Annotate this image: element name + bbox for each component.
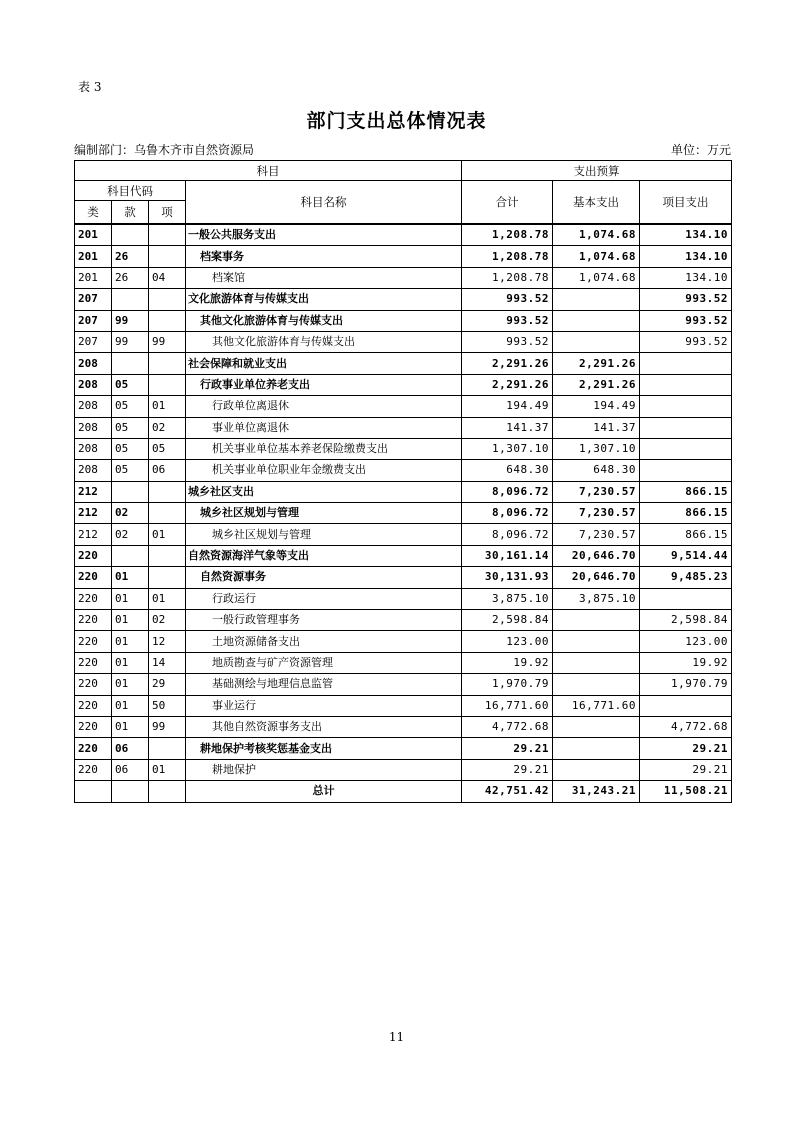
lei-cell: 220 (75, 631, 112, 652)
xiang-cell (149, 289, 186, 310)
basic-cell (553, 631, 640, 652)
expenditure-table (74, 160, 732, 803)
total-lei-cell (75, 781, 112, 802)
kuan-cell: 99 (112, 331, 149, 352)
name-cell: 机关事业单位基本养老保险缴费支出 (186, 438, 462, 459)
name-cell: 其他自然资源事务支出 (186, 716, 462, 737)
project-cell (640, 353, 732, 374)
lei-cell: 212 (75, 524, 112, 545)
xiang-cell (149, 353, 186, 374)
lei-cell: 220 (75, 695, 112, 716)
header-budget: 支出预算 (462, 161, 732, 181)
basic-cell (553, 289, 640, 310)
lei-cell: 207 (75, 310, 112, 331)
name-cell: 一般行政管理事务 (186, 610, 462, 631)
name-cell: 行政运行 (186, 588, 462, 609)
basic-cell: 2,291.26 (553, 374, 640, 395)
name-cell: 耕地保护考核奖惩基金支出 (186, 738, 462, 759)
basic-cell: 7,230.57 (553, 481, 640, 502)
name-cell: 行政单位离退休 (186, 396, 462, 417)
total-cell: 30,131.93 (462, 567, 553, 588)
xiang-cell (149, 567, 186, 588)
name-cell: 事业运行 (186, 695, 462, 716)
xiang-cell: 29 (149, 674, 186, 695)
project-cell: 134.10 (640, 246, 732, 267)
xiang-cell: 99 (149, 331, 186, 352)
table-row (75, 396, 732, 417)
header-lei: 类 (75, 201, 112, 225)
lei-cell: 208 (75, 417, 112, 438)
kuan-cell: 05 (112, 438, 149, 459)
total-cell: 8,096.72 (462, 524, 553, 545)
project-cell (640, 396, 732, 417)
table-row (75, 588, 732, 609)
basic-cell: 1,307.10 (553, 438, 640, 459)
kuan-cell: 26 (112, 267, 149, 288)
basic-cell (553, 310, 640, 331)
kuan-cell (112, 545, 149, 566)
lei-cell: 208 (75, 353, 112, 374)
name-cell: 档案事务 (186, 246, 462, 267)
kuan-cell: 99 (112, 310, 149, 331)
total-cell: 1,307.10 (462, 438, 553, 459)
total-cell: 1,970.79 (462, 674, 553, 695)
kuan-cell (112, 353, 149, 374)
total-project-cell: 11,508.21 (640, 781, 732, 802)
project-cell (640, 695, 732, 716)
basic-cell: 7,230.57 (553, 503, 640, 524)
lei-cell: 220 (75, 759, 112, 780)
kuan-cell: 01 (112, 674, 149, 695)
table-row (75, 503, 732, 524)
xiang-cell: 12 (149, 631, 186, 652)
kuan-cell (112, 289, 149, 310)
header-subject: 科目 (75, 161, 462, 181)
lei-cell: 220 (75, 545, 112, 566)
lei-cell: 208 (75, 396, 112, 417)
total-cell: 1,208.78 (462, 246, 553, 267)
total-cell: 1,208.78 (462, 224, 553, 246)
project-cell: 123.00 (640, 631, 732, 652)
lei-cell: 220 (75, 567, 112, 588)
total-cell: 8,096.72 (462, 481, 553, 502)
xiang-cell: 06 (149, 460, 186, 481)
kuan-cell: 01 (112, 610, 149, 631)
xiang-cell: 01 (149, 524, 186, 545)
header-total: 合计 (462, 181, 553, 225)
lei-cell: 201 (75, 224, 112, 246)
unit-label: 单位：万元 (670, 143, 731, 157)
basic-cell: 7,230.57 (553, 524, 640, 545)
header-name: 科目名称 (186, 181, 462, 225)
kuan-cell: 01 (112, 567, 149, 588)
xiang-cell: 02 (149, 417, 186, 438)
total-name-cell: 总计 (186, 781, 462, 802)
table-row (75, 417, 732, 438)
xiang-cell (149, 246, 186, 267)
project-cell: 9,485.23 (640, 567, 732, 588)
table-row (75, 610, 732, 631)
table-row (75, 652, 732, 673)
total-cell: 141.37 (462, 417, 553, 438)
xiang-cell: 99 (149, 716, 186, 737)
basic-cell: 20,646.70 (553, 567, 640, 588)
total-row (75, 781, 732, 802)
xiang-cell: 01 (149, 588, 186, 609)
total-cell: 2,291.26 (462, 353, 553, 374)
project-cell: 993.52 (640, 310, 732, 331)
table-label: 表 3 (78, 80, 102, 94)
page-title: 部门支出总体情况表 (306, 110, 487, 132)
xiang-cell (149, 503, 186, 524)
name-cell: 城乡社区支出 (186, 481, 462, 502)
basic-cell: 2,291.26 (553, 353, 640, 374)
table-row (75, 310, 732, 331)
name-cell: 城乡社区规划与管理 (186, 503, 462, 524)
kuan-cell: 01 (112, 652, 149, 673)
total-cell: 29.21 (462, 759, 553, 780)
project-cell: 866.15 (640, 503, 732, 524)
table-row (75, 524, 732, 545)
basic-cell: 1,074.68 (553, 246, 640, 267)
total-cell: 4,772.68 (462, 716, 553, 737)
project-cell (640, 438, 732, 459)
kuan-cell: 01 (112, 695, 149, 716)
table-row (75, 567, 732, 588)
xiang-cell: 01 (149, 396, 186, 417)
lei-cell: 220 (75, 610, 112, 631)
table-row (75, 289, 732, 310)
lei-cell: 201 (75, 246, 112, 267)
name-cell: 自然资源事务 (186, 567, 462, 588)
basic-cell (553, 759, 640, 780)
name-cell: 档案馆 (186, 267, 462, 288)
basic-cell (553, 610, 640, 631)
project-cell: 9,514.44 (640, 545, 732, 566)
kuan-cell (112, 481, 149, 502)
basic-cell: 16,771.60 (553, 695, 640, 716)
lei-cell: 220 (75, 652, 112, 673)
lei-cell: 207 (75, 289, 112, 310)
xiang-cell: 14 (149, 652, 186, 673)
header-basic: 基本支出 (553, 181, 640, 225)
project-cell: 4,772.68 (640, 716, 732, 737)
lei-cell: 208 (75, 460, 112, 481)
name-cell: 自然资源海洋气象等支出 (186, 545, 462, 566)
xiang-cell (149, 738, 186, 759)
meta-row (74, 141, 731, 158)
table-row (75, 246, 732, 267)
basic-cell (553, 674, 640, 695)
xiang-cell: 50 (149, 695, 186, 716)
xiang-cell (149, 374, 186, 395)
kuan-cell: 02 (112, 503, 149, 524)
total-basic-cell: 31,243.21 (553, 781, 640, 802)
kuan-cell: 01 (112, 716, 149, 737)
basic-cell: 20,646.70 (553, 545, 640, 566)
project-cell: 1,970.79 (640, 674, 732, 695)
total-cell: 30,161.14 (462, 545, 553, 566)
total-cell: 19.92 (462, 652, 553, 673)
lei-cell: 212 (75, 503, 112, 524)
lei-cell: 212 (75, 481, 112, 502)
project-cell (640, 374, 732, 395)
table-row (75, 695, 732, 716)
project-cell: 134.10 (640, 224, 732, 246)
total-cell: 16,771.60 (462, 695, 553, 716)
project-cell: 29.21 (640, 759, 732, 780)
kuan-cell: 02 (112, 524, 149, 545)
xiang-cell: 01 (149, 759, 186, 780)
table-row (75, 267, 732, 288)
total-cell: 993.52 (462, 289, 553, 310)
kuan-cell: 06 (112, 759, 149, 780)
total-cell: 8,096.72 (462, 503, 553, 524)
project-cell (640, 588, 732, 609)
total-cell: 3,875.10 (462, 588, 553, 609)
total-cell: 1,208.78 (462, 267, 553, 288)
project-cell: 993.52 (640, 331, 732, 352)
table-row (75, 545, 732, 566)
table-row (75, 759, 732, 780)
header-project: 项目支出 (640, 181, 732, 225)
name-cell: 地质勘查与矿产资源管理 (186, 652, 462, 673)
table-row (75, 738, 732, 759)
lei-cell: 207 (75, 331, 112, 352)
total-kuan-cell (112, 781, 149, 802)
kuan-cell: 05 (112, 460, 149, 481)
project-cell: 19.92 (640, 652, 732, 673)
header-kuan: 款 (112, 201, 149, 225)
project-cell: 2,598.84 (640, 610, 732, 631)
name-cell: 行政事业单位养老支出 (186, 374, 462, 395)
department-label: 编制部门：乌鲁木齐市自然资源局 (74, 143, 255, 157)
project-cell: 866.15 (640, 524, 732, 545)
xiang-cell (149, 545, 186, 566)
lei-cell: 220 (75, 738, 112, 759)
kuan-cell: 05 (112, 374, 149, 395)
xiang-cell: 04 (149, 267, 186, 288)
total-sum-cell: 42,751.42 (462, 781, 553, 802)
kuan-cell: 26 (112, 246, 149, 267)
project-cell: 134.10 (640, 267, 732, 288)
xiang-cell (149, 224, 186, 246)
total-cell: 993.52 (462, 331, 553, 352)
name-cell: 机关事业单位职业年金缴费支出 (186, 460, 462, 481)
total-cell: 2,598.84 (462, 610, 553, 631)
table-row (75, 631, 732, 652)
name-cell: 一般公共服务支出 (186, 224, 462, 246)
table-row (75, 331, 732, 352)
basic-cell: 194.49 (553, 396, 640, 417)
basic-cell: 141.37 (553, 417, 640, 438)
total-cell: 993.52 (462, 310, 553, 331)
basic-cell: 3,875.10 (553, 588, 640, 609)
basic-cell (553, 738, 640, 759)
table-body (75, 224, 732, 781)
project-cell: 29.21 (640, 738, 732, 759)
xiang-cell (149, 481, 186, 502)
name-cell: 文化旅游体育与传媒支出 (186, 289, 462, 310)
name-cell: 土地资源储备支出 (186, 631, 462, 652)
kuan-cell: 01 (112, 588, 149, 609)
table-row (75, 674, 732, 695)
basic-cell (553, 331, 640, 352)
table-row (75, 353, 732, 374)
project-cell (640, 460, 732, 481)
header-code: 科目代码 (75, 181, 186, 201)
table-row (75, 224, 732, 246)
name-cell: 耕地保护 (186, 759, 462, 780)
total-cell: 123.00 (462, 631, 553, 652)
table-row (75, 460, 732, 481)
kuan-cell: 01 (112, 631, 149, 652)
xiang-cell (149, 310, 186, 331)
basic-cell (553, 652, 640, 673)
lei-cell: 201 (75, 267, 112, 288)
lei-cell: 220 (75, 716, 112, 737)
project-cell: 866.15 (640, 481, 732, 502)
kuan-cell: 05 (112, 417, 149, 438)
lei-cell: 208 (75, 374, 112, 395)
xiang-cell: 02 (149, 610, 186, 631)
name-cell: 基础测绘与地理信息监管 (186, 674, 462, 695)
basic-cell: 648.30 (553, 460, 640, 481)
xiang-cell: 05 (149, 438, 186, 459)
kuan-cell: 05 (112, 396, 149, 417)
kuan-cell: 06 (112, 738, 149, 759)
project-cell (640, 417, 732, 438)
total-cell: 648.30 (462, 460, 553, 481)
name-cell: 城乡社区规划与管理 (186, 524, 462, 545)
table-row (75, 716, 732, 737)
table-row (75, 438, 732, 459)
basic-cell (553, 716, 640, 737)
name-cell: 其他文化旅游体育与传媒支出 (186, 331, 462, 352)
table-row (75, 374, 732, 395)
total-cell: 29.21 (462, 738, 553, 759)
name-cell: 事业单位离退休 (186, 417, 462, 438)
project-cell: 993.52 (640, 289, 732, 310)
name-cell: 社会保障和就业支出 (186, 353, 462, 374)
kuan-cell (112, 224, 149, 246)
header-xiang: 项 (149, 201, 186, 225)
name-cell: 其他文化旅游体育与传媒支出 (186, 310, 462, 331)
basic-cell: 1,074.68 (553, 224, 640, 246)
lei-cell: 220 (75, 588, 112, 609)
table-row (75, 481, 732, 502)
total-cell: 194.49 (462, 396, 553, 417)
total-cell: 2,291.26 (462, 374, 553, 395)
total-xiang-cell (149, 781, 186, 802)
basic-cell: 1,074.68 (553, 267, 640, 288)
lei-cell: 220 (75, 674, 112, 695)
lei-cell: 208 (75, 438, 112, 459)
page-number: 11 (388, 1030, 405, 1044)
